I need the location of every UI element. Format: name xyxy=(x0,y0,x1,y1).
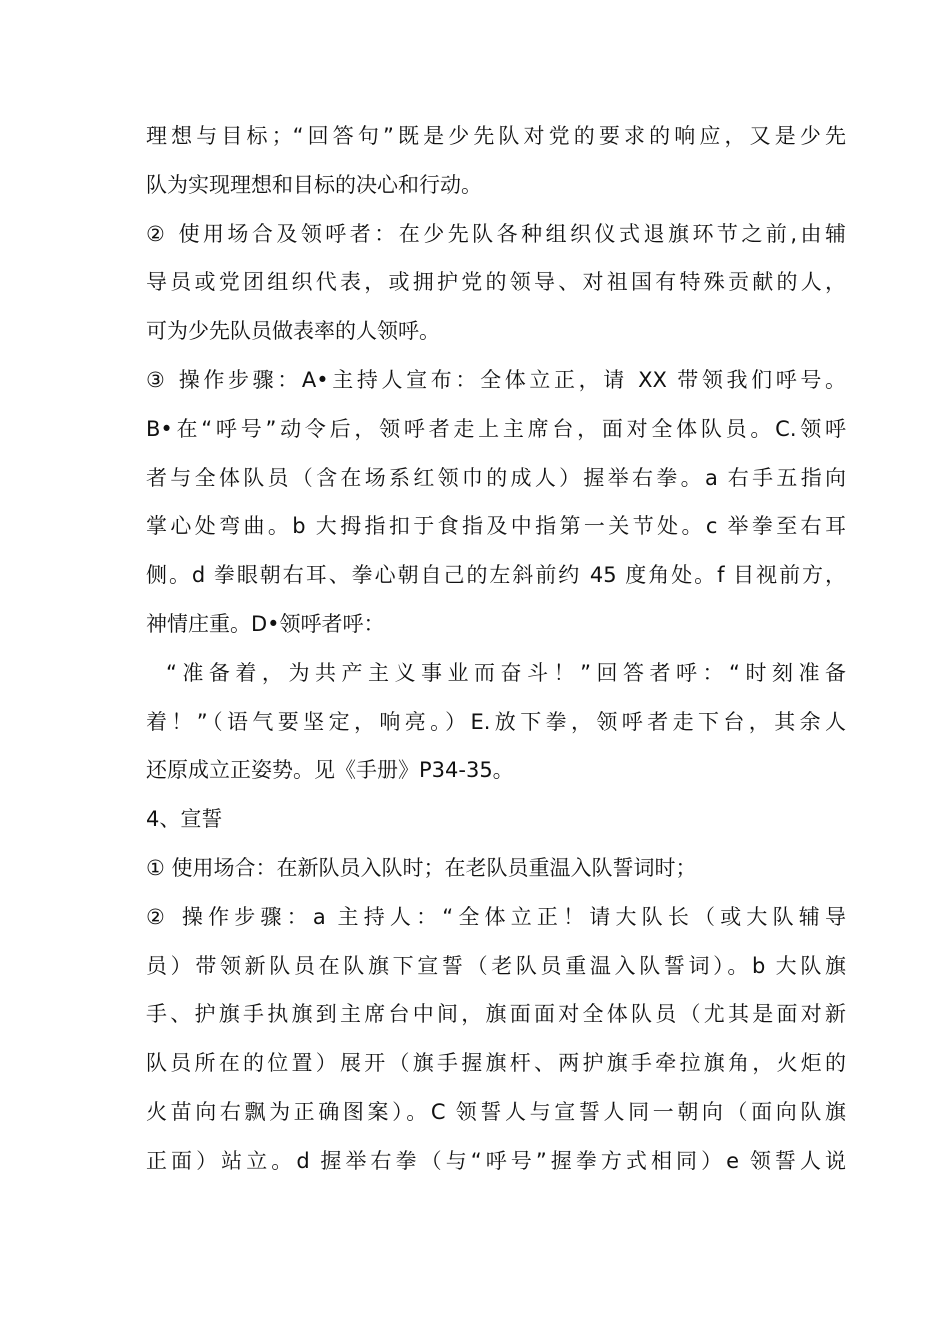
text-line: 理想与目标；“回答句”既是少先队对党的要求的响应，又是少先 xyxy=(146,124,846,148)
text-line: 手、护旗手执旗到主席台中间，旗面面对全体队员（尤其是面对新 xyxy=(146,1002,846,1027)
text-line: 队为实现理想和目标的决心和行动。 xyxy=(146,172,482,197)
text-line: “准备着，为共产主义事业而奋斗！”回答者呼：“时刻准备 xyxy=(166,660,846,685)
text-line: ① 使用场合：在新队员入队时；在老队员重温入队誓词时； xyxy=(146,855,697,880)
text-line: 可为少先队员做表率的人领呼。 xyxy=(146,319,440,344)
section-heading: 4、宣誓 xyxy=(146,807,223,832)
text-line: ② 操作步骤：a 主持人：“全体立正！请大队长（或大队辅导 xyxy=(146,904,846,929)
text-line: 队员所在的位置）展开（旗手握旗杆、两护旗手牵拉旗角，火炬的 xyxy=(146,1051,846,1076)
text-line: 着！”（语气要坚定，响亮。）E.放下拳，领呼者走下台，其余人 xyxy=(146,709,846,734)
text-line: 掌心处弯曲。b 大拇指扣于食指及中指第一关节处。c 举拳至右耳 xyxy=(146,514,846,539)
text-line: 导员或党团组织代表，或拥护党的领导、对祖国有特殊贡献的人， xyxy=(146,270,846,295)
body-text xyxy=(146,112,846,1186)
text-line: 员）带领新队员在队旗下宣誓（老队员重温入队誓词）。b 大队旗 xyxy=(146,953,846,978)
text-line: B•在“呼号”动令后，领呼者走上主席台，面对全体队员。C.领呼 xyxy=(146,416,846,441)
text-line: 正面）站立。d 握举右拳（与“呼号”握拳方式相同）e 领誓人说 xyxy=(146,1148,846,1173)
text-line: 侧。d 拳眼朝右耳、拳心朝自己的左斜前约 45 度角处。f 目视前方， xyxy=(146,563,846,588)
text-line: 神情庄重。D•领呼者呼： xyxy=(146,611,385,636)
text-line: ② 使用场合及领呼者：在少先队各种组织仪式退旗环节之前,由辅 xyxy=(146,221,846,246)
text-line: 者与全体队员（含在场系红领巾的成人）握举右拳。a 右手五指向 xyxy=(146,465,846,490)
text-line: ③ 操作步骤：A•主持人宣布：全体立正，请 XX 带领我们呼号。 xyxy=(146,367,846,392)
text-line: 还原成立正姿势。见《手册》P34-35。 xyxy=(146,758,514,783)
text-line: 火苗向右飘为正确图案）。C 领誓人与宣誓人同一朝向（面向队旗 xyxy=(146,1099,846,1124)
